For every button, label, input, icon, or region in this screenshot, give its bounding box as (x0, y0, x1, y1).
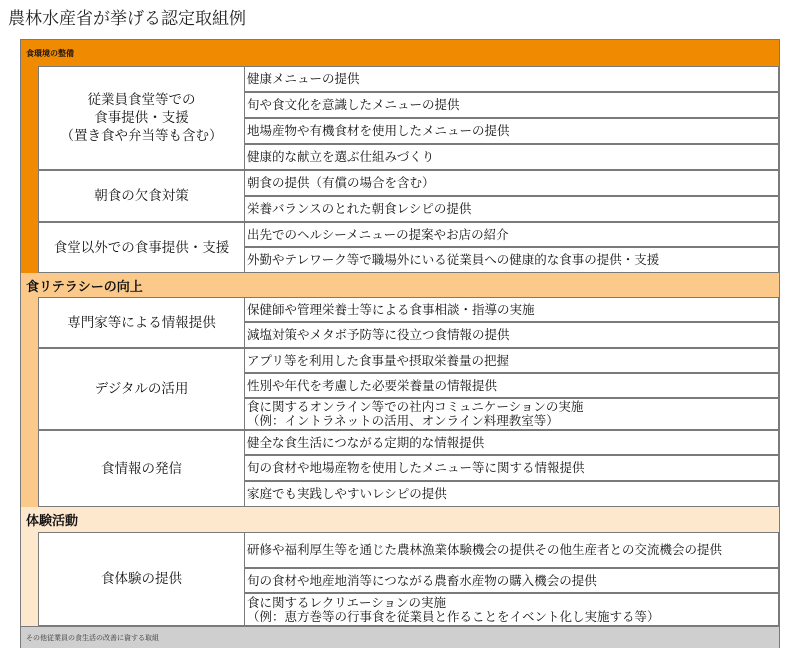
section-accent-bar (21, 297, 38, 507)
item-cell: 健全な食生活につながる定期的な情報提供 (245, 430, 779, 455)
item-cell: 性別や年代を考慮した必要栄養量の情報提供 (245, 373, 779, 398)
section-header-food-literacy: 食リテラシーの向上 (21, 273, 779, 297)
category-cell: 朝食の欠食対策 (38, 170, 245, 222)
section-body-food-environment (21, 66, 779, 273)
item-cell: 健康メニューの提供 (245, 66, 779, 92)
page-title: 農林水産省が挙げる認定取組例 (8, 9, 246, 29)
section-body-experience (21, 532, 779, 626)
section-header-food-environment: 食環境の整備 (21, 40, 779, 66)
item-cell: 食に関するレクリエーションの実施 （例：恵方巻等の行事食を従業員と作ることをイベント化し実施する等） (245, 593, 779, 626)
section-footer-other: その他従業員の食生活の改善に資する取組 (21, 626, 779, 648)
item-cell: 旬や食文化を意識したメニューの提供 (245, 92, 779, 118)
category-cell: 食体験の提供 (38, 532, 245, 626)
item-cell: 外勤やテレワーク等で職場外にいる従業員への健康的な食事の提供・支援 (245, 247, 779, 273)
item-cell: 出先でのヘルシーメニューの提案やお店の紹介 (245, 222, 779, 247)
section-accent-bar (21, 66, 38, 273)
section-header-experience: 体験活動 (21, 507, 779, 532)
item-cell: 保健師や管理栄養士等による食事相談・指導の実施 (245, 297, 779, 322)
item-cell: 食に関するオンライン等での社内コミュニケーションの実施 （例：イントラネットの活用、オンライン料理教室等） (245, 398, 779, 430)
item-cell: 地場産物や有機食材を使用したメニューの提供 (245, 118, 779, 144)
item-cell: 研修や福利厚生等を通じた農林漁業体験機会の提供その他生産者との交流機会の提供 (245, 532, 779, 568)
item-cell: 旬の食材や地産地消等につながる農畜水産物の購入機会の提供 (245, 568, 779, 593)
initiatives-table (20, 39, 780, 648)
category-cell: デジタルの活用 (38, 348, 245, 430)
category-cell: 専門家等による情報提供 (38, 297, 245, 348)
item-cell: 栄養バランスのとれた朝食レシピの提供 (245, 196, 779, 222)
category-cell: 食情報の発信 (38, 430, 245, 507)
section-accent-bar (21, 532, 38, 626)
item-cell: 朝食の提供（有償の場合を含む） (245, 170, 779, 196)
category-cell: 従業員食堂等での 食事提供・支援 （置き食や弁当等も含む） (38, 66, 245, 170)
item-cell: アプリ等を利用した食事量や摂取栄養量の把握 (245, 348, 779, 373)
item-cell: 健康的な献立を選ぶ仕組みづくり (245, 144, 779, 170)
item-cell: 減塩対策やメタボ予防等に役立つ食情報の提供 (245, 322, 779, 348)
category-cell: 食堂以外での食事提供・支援 (38, 222, 245, 273)
item-cell: 家庭でも実践しやすいレシピの提供 (245, 481, 779, 507)
item-cell: 旬の食材や地場産物を使用したメニュー等に関する情報提供 (245, 455, 779, 481)
section-body-food-literacy (21, 297, 779, 507)
